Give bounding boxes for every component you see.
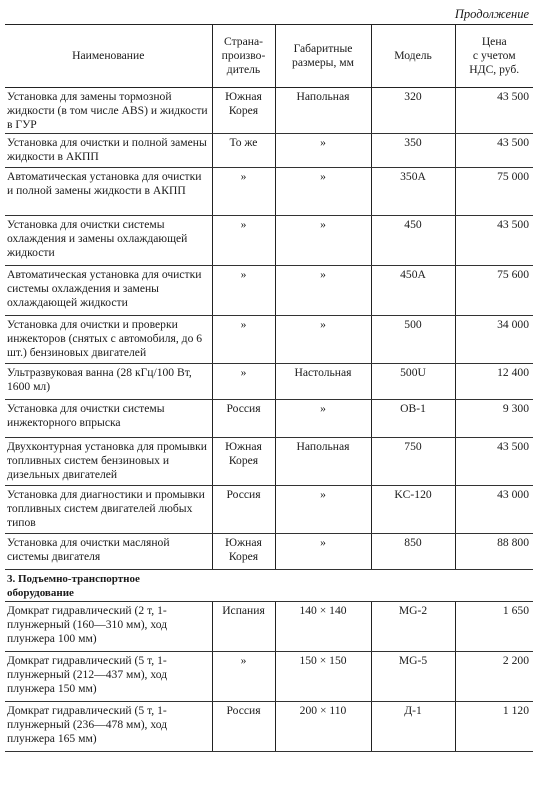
cell-size: »: [275, 134, 371, 168]
cell-name: Домкрат гидравлический (5 т, 1-плунжерный (212—437 мм), ход плунжера 150 мм): [5, 652, 212, 702]
table-row: [5, 534, 533, 570]
cell-model: 350: [371, 134, 455, 168]
header-name: Наименование: [5, 25, 212, 88]
table-header: [5, 25, 533, 88]
cell-size: 150 × 150: [275, 652, 371, 702]
table-row: [5, 88, 533, 134]
price-table: [5, 24, 533, 752]
cell-country: Россия: [212, 486, 275, 534]
cell-country: »: [212, 316, 275, 364]
cell-name: Автоматическая установка для очистки и полной замены жидкости в АКПП: [5, 168, 212, 216]
table-row: [5, 316, 533, 364]
header-size: Габаритные размеры, мм: [275, 25, 371, 88]
cell-name: Автоматическая установка для очистки системы охлаждения и замены охлаждающей жидкости: [5, 266, 212, 316]
cell-size: »: [275, 486, 371, 534]
cell-price: 43 500: [455, 216, 533, 266]
cell-size: »: [275, 216, 371, 266]
cell-model: 500U: [371, 364, 455, 400]
cell-price: 75 600: [455, 266, 533, 316]
cell-size: 200 × 110: [275, 702, 371, 752]
cell-name: Двухконтурная установка для промывки топливных систем бензиновых и дизельных двигателей: [5, 438, 212, 486]
cell-country: Россия: [212, 400, 275, 438]
continuation-label: Продолжение: [454, 7, 529, 21]
cell-model: 320: [371, 88, 455, 134]
table-row: [5, 652, 533, 702]
cell-country: Россия: [212, 702, 275, 752]
table-body: [5, 88, 533, 752]
cell-model: 450: [371, 216, 455, 266]
cell-country: »: [212, 652, 275, 702]
cell-name: Установка для замены тормозной жидкости (в том числе ABS) и жидкости в ГУР: [5, 88, 212, 134]
cell-price: 88 800: [455, 534, 533, 570]
table-row: [5, 438, 533, 486]
cell-price: 1 120: [455, 702, 533, 752]
cell-country: »: [212, 216, 275, 266]
cell-model: OB-1: [371, 400, 455, 438]
cell-country: Южная Корея: [212, 534, 275, 570]
table-row: [5, 602, 533, 652]
cell-name: Установка для диагностики и промывки топливных систем двигателей любых типов: [5, 486, 212, 534]
header-country: Страна- произво- дитель: [212, 25, 275, 88]
cell-name: Установка для очистки масляной системы двигателя: [5, 534, 212, 570]
cell-model: MG-5: [371, 652, 455, 702]
cell-price: 1 650: [455, 602, 533, 652]
cell-country: »: [212, 364, 275, 400]
cell-name: Установка для очистки системы инжекторного впрыска: [5, 400, 212, 438]
table-row: [5, 486, 533, 534]
cell-size: »: [275, 168, 371, 216]
cell-model: 500: [371, 316, 455, 364]
cell-size: »: [275, 316, 371, 364]
cell-price: 9 300: [455, 400, 533, 438]
cell-price: 43 500: [455, 438, 533, 486]
cell-country: »: [212, 266, 275, 316]
cell-size: 140 × 140: [275, 602, 371, 652]
table-row: [5, 266, 533, 316]
cell-size: Напольная: [275, 88, 371, 134]
cell-size: Настольная: [275, 364, 371, 400]
cell-country: Испания: [212, 602, 275, 652]
cell-name: Домкрат гидравлический (2 т, 1-плунжерный (160—310 мм), ход плунжера 100 мм): [5, 602, 212, 652]
cell-name: Установка для очистки и полной замены жидкости в АКПП: [5, 134, 212, 168]
table-row: [5, 168, 533, 216]
table-row: [5, 134, 533, 168]
cell-country: Южная Корея: [212, 88, 275, 134]
cell-price: 43 500: [455, 88, 533, 134]
cell-price: 75 000: [455, 168, 533, 216]
cell-name: Установка для очистки и проверки инжекторов (снятых с автомобиля, до 6 шт.) бензиновых двигателей: [5, 316, 212, 364]
cell-size: »: [275, 534, 371, 570]
cell-model: 850: [371, 534, 455, 570]
table-row: [5, 364, 533, 400]
cell-price: 12 400: [455, 364, 533, 400]
cell-size: Напольная: [275, 438, 371, 486]
cell-model: Д-1: [371, 702, 455, 752]
cell-model: 750: [371, 438, 455, 486]
cell-country: Южная Корея: [212, 438, 275, 486]
table-row: [5, 702, 533, 752]
cell-model: 350A: [371, 168, 455, 216]
cell-country: То же: [212, 134, 275, 168]
cell-price: 43 000: [455, 486, 533, 534]
cell-price: 2 200: [455, 652, 533, 702]
cell-price: 34 000: [455, 316, 533, 364]
cell-model: MG-2: [371, 602, 455, 652]
header-model: Модель: [371, 25, 455, 88]
cell-model: 450A: [371, 266, 455, 316]
cell-name: Ультразвуковая ванна (28 кГц/100 Вт, 1600 мл): [5, 364, 212, 400]
section-title: 3. Подъемно-транспортное оборудование: [5, 570, 533, 602]
cell-name: Установка для очистки системы охлаждения и замены охлаждающей жидкости: [5, 216, 212, 266]
table-row: [5, 216, 533, 266]
header-price: Цена с учетом НДС, руб.: [455, 25, 533, 88]
cell-size: »: [275, 266, 371, 316]
table-row: [5, 400, 533, 438]
cell-name: Домкрат гидравлический (5 т, 1-плунжерный (236—478 мм), ход плунжера 165 мм): [5, 702, 212, 752]
section-row: [5, 570, 533, 602]
cell-country: »: [212, 168, 275, 216]
cell-price: 43 500: [455, 134, 533, 168]
cell-size: »: [275, 400, 371, 438]
cell-model: KC-120: [371, 486, 455, 534]
